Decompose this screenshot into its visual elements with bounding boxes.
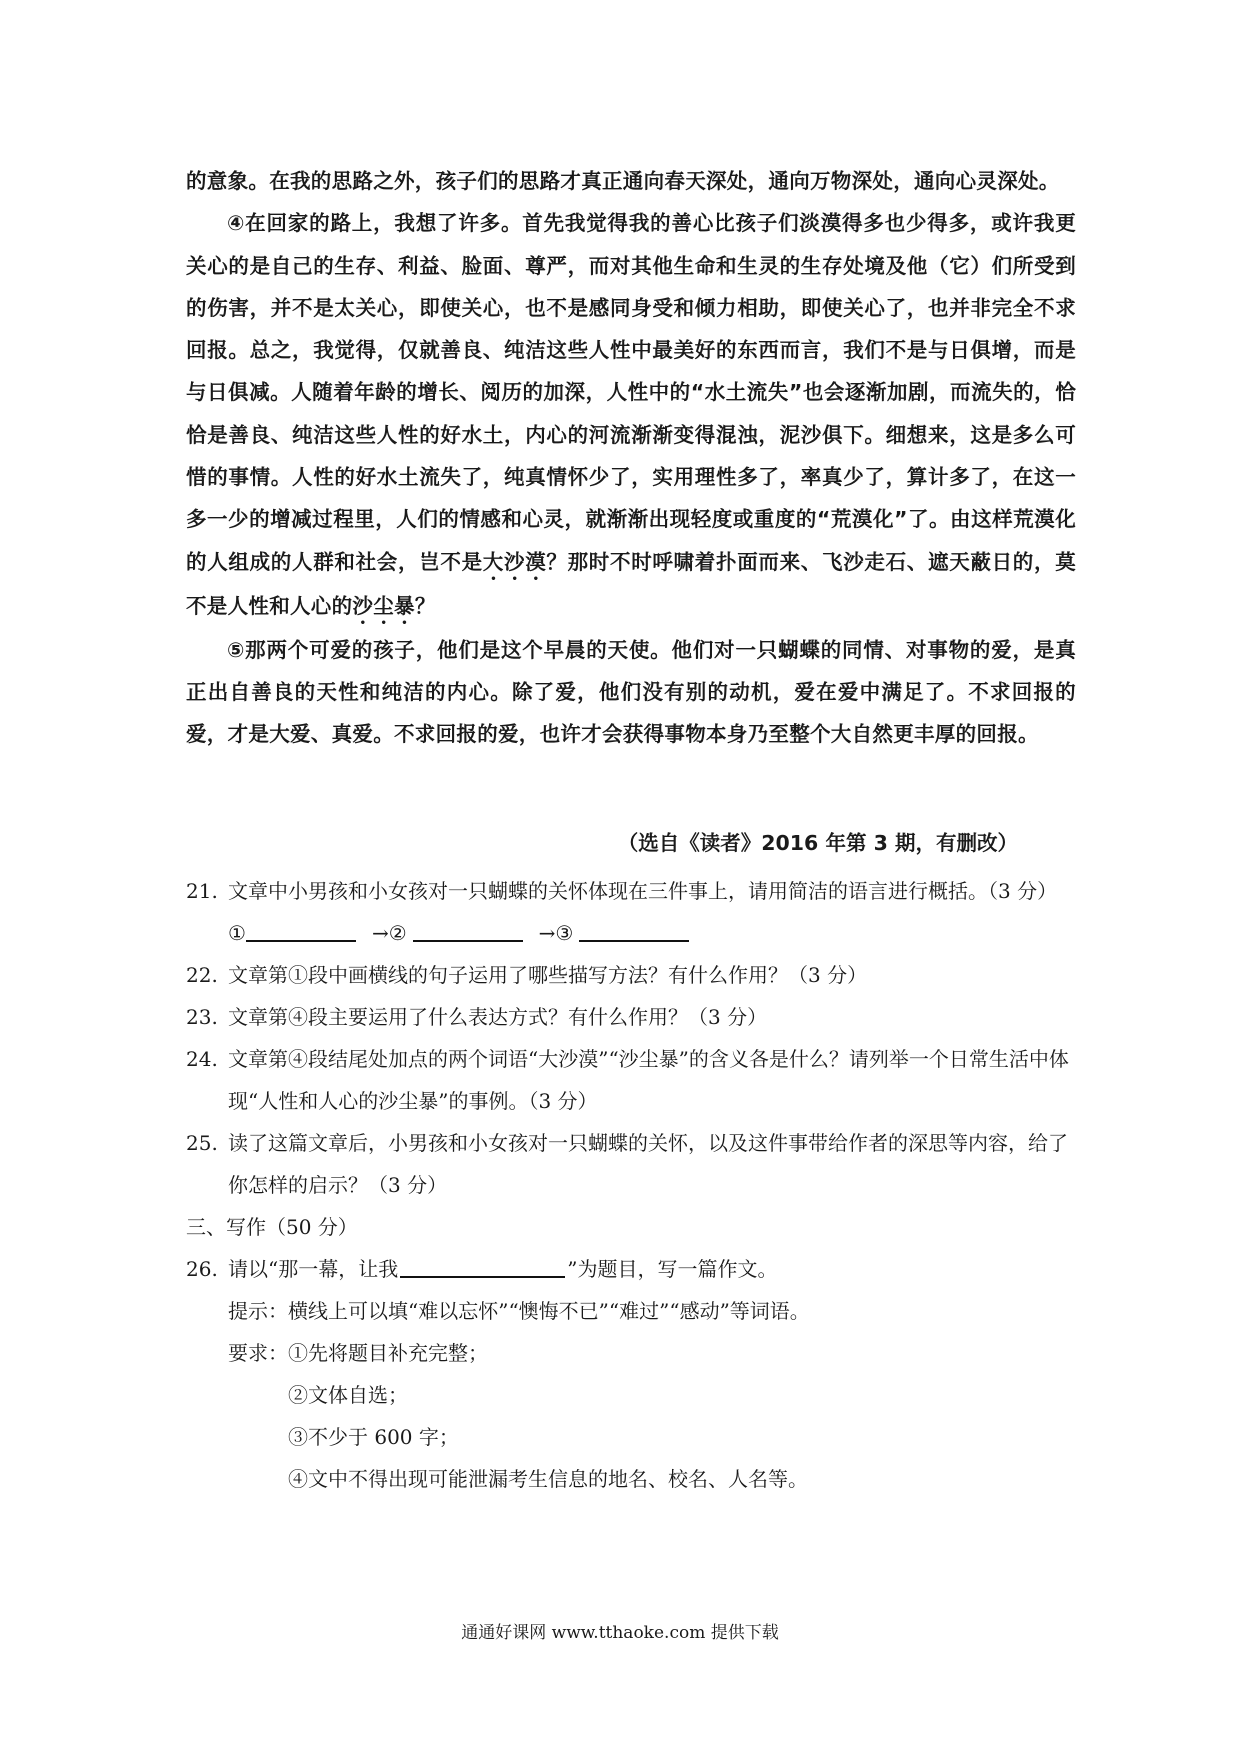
question-23 — [186, 996, 1076, 1038]
paragraph-4-text-b: ？那时不时呼啸着扑面而来、飞沙走石、遮天蔽日的，莫不是人性和人心的 — [186, 549, 1076, 618]
title-blank — [400, 1252, 565, 1278]
dotted-word-sandstorm: 沙尘暴 — [352, 593, 415, 618]
question-21 — [186, 870, 1076, 912]
question-number: 23. — [186, 1005, 218, 1029]
answer-blank-1 — [246, 916, 356, 942]
writing-section-title: 三、写作（50 分） — [186, 1215, 358, 1239]
paragraph-4-text-c: ？ — [414, 593, 436, 618]
question-text: 文章第④段结尾处加点的两个词语“大沙漠”“沙尘暴”的含义各是什么？请列举一个日常生活中体现“人性和人心的沙尘暴”的事例。（3 分） — [228, 1047, 1069, 1113]
page-footer: 通通好课网 www.tthaoke.com 提供下载 — [461, 1623, 779, 1643]
question-26 — [186, 1248, 1076, 1290]
question-number: 26. — [186, 1257, 218, 1281]
blank-label-2: →② — [371, 921, 407, 945]
question-text: 文章第④段主要运用了什么表达方式？有什么作用？（3 分） — [228, 1005, 768, 1029]
requirement-3: ③不少于 600 字； — [288, 1425, 459, 1449]
question-text-end: ”为题目，写一篇作文。 — [567, 1257, 778, 1281]
paragraph-continuation: 的意象。在我的思路之外，孩子们的思路才真正通向春天深处，通向万物深处，通向心灵深处。 — [186, 169, 1060, 193]
requirements-label: 要求： — [228, 1341, 288, 1365]
question-25 — [186, 1122, 1076, 1206]
question-text: 文章第①段中画横线的句子运用了哪些描写方法？有什么作用？（3 分） — [228, 963, 868, 987]
blank-label-3: →③ — [538, 921, 574, 945]
paragraph-5: ⑤那两个可爱的孩子，他们是这个早晨的天使。他们对一只蝴蝶的同情、对事物的爱，是真正出自善良的天性和纯洁的内心。除了爱，他们没有别的动机，爱在爱中满足了。不求回报的爱，才是大爱、真爱。不求回报的爱，也许才会获得事物本身乃至整个大自然更丰厚的回报。 — [186, 637, 1076, 747]
answer-blanks — [186, 912, 1076, 954]
requirement-1-row — [186, 1332, 1076, 1374]
question-number: 21. — [186, 879, 218, 903]
reading-passage — [186, 160, 1076, 756]
question-number: 24. — [186, 1047, 218, 1071]
questions-section — [186, 870, 1076, 1500]
question-24 — [186, 1038, 1076, 1122]
writing-hint: 提示：横线上可以填“难以忘怀”“懊悔不已”“难过”“感动”等词语。 — [228, 1299, 810, 1323]
paragraph-4-text-a: ④在回家的路上，我想了许多。首先我觉得我的善心比孩子们淡漠得多也少得多，或许我更关心的是自己的生存、利益、脸面、尊严，而对其他生命和生灵的生存处境及他（它）们所受到的伤害，并不是太关心，即使关心，也不是感同身受和倾力相助，即使关心了，也并非完全不求回报。总之，我觉得，仅就善良、纯洁这些人性中最美好的东西而言，我们不是与日俱增，而是与日俱减。人随着年龄的增长、阅历的加深，人性中的“水土流失”也会逐渐加剧，而流失的，恰恰是善良、纯洁这些人性的好水土，内心的河流渐渐变得混浊，泥沙俱下。细想来，这是多么可惜的事情。人性的好水土流失了，纯真情怀少了，实用理性多了，率真少了，算计多了，在这一多一少的增减过程里，人们的情感和心灵，就渐渐出现轻度或重度的“荒漠化”了。由这样荒漠化的人组成的人群和社会，岂不是 — [186, 211, 1076, 574]
answer-blank-2 — [413, 916, 523, 942]
blank-label-1: ① — [228, 921, 246, 945]
question-text: 文章中小男孩和小女孩对一只蝴蝶的关怀体现在三件事上，请用简洁的语言进行概括。（3 分） — [228, 879, 1058, 903]
question-text: 读了这篇文章后，小男孩和小女孩对一只蝴蝶的关怀，以及这件事带给作者的深思等内容，给了你怎样的启示？（3 分） — [228, 1131, 1068, 1197]
question-number: 25. — [186, 1131, 218, 1155]
paragraph-4 — [186, 202, 1076, 628]
question-text-start: 请以“那一幕，让我 — [228, 1257, 399, 1281]
question-22 — [186, 954, 1076, 996]
requirement-4: ④文中不得出现可能泄漏考生信息的地名、校名、人名等。 — [288, 1467, 808, 1491]
requirement-2: ②文体自选； — [288, 1383, 408, 1407]
question-number: 22. — [186, 963, 218, 987]
dotted-word-desert: 大沙漠 — [482, 549, 547, 574]
requirement-1: ①先将题目补充完整； — [288, 1341, 488, 1365]
source-citation: （选自《读者》2016 年第 3 期，有删改） — [617, 831, 1018, 855]
answer-blank-3 — [579, 916, 689, 942]
